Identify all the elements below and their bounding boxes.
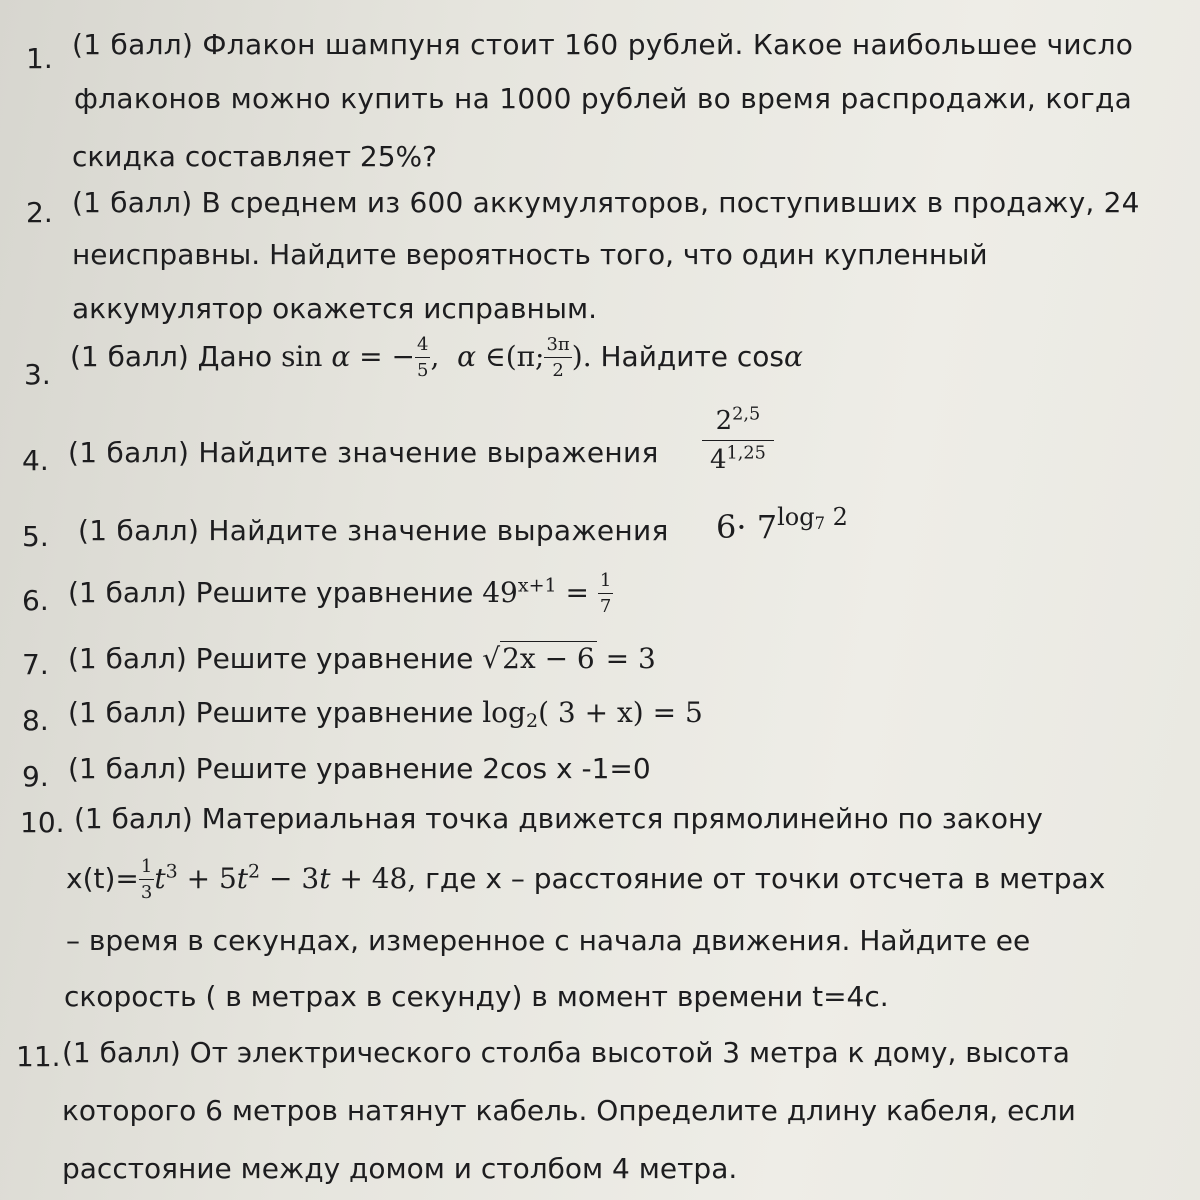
equals-minus: = − [350, 340, 415, 373]
question-text-line: (1 балл) Решите уравнение 2cos x -1=0 [68, 752, 651, 785]
denominator [702, 441, 774, 473]
radicand: 2x − 6 [502, 642, 595, 675]
term: + 5 [177, 862, 237, 895]
sin-function: sin [281, 340, 323, 373]
question-text-line [66, 858, 1105, 902]
question-text-line: неисправны. Найдите вероятность того, что один купленный [72, 238, 988, 271]
question-text-line: скидка составляет 25%? [72, 140, 437, 173]
question-text-line: (1 балл) От электрического столба высотой 3 метра к дому, высота [62, 1036, 1070, 1069]
alpha-symbol: α [331, 340, 351, 373]
exponent: x+1 [517, 574, 557, 597]
question-text-line: (1 балл) В среднем из 600 аккумуляторов, поступивших в продажу, 24 [72, 186, 1140, 219]
question-text-line [68, 572, 613, 616]
interval-open: ∈(π; [476, 340, 545, 373]
question-text-line [68, 642, 656, 675]
question-number: 5. [22, 520, 49, 553]
power-fraction [702, 404, 774, 475]
question-number: 3. [24, 358, 51, 391]
question-text-line: (1 балл) Флакон шампуня стоит 160 рублей. Какое наибольшее число [72, 28, 1134, 61]
question-number: 8. [22, 704, 49, 737]
question-text-line [70, 336, 803, 380]
fraction-four-fifths [415, 336, 430, 380]
denominator: 7 [599, 596, 612, 617]
numerator: 1 [139, 858, 154, 880]
equals: = [556, 576, 598, 609]
log-argument-equation: ( 3 + x) = 5 [538, 696, 703, 729]
log-argument: 2 [824, 502, 848, 531]
question-number: 6. [22, 584, 49, 617]
denominator: 5 [416, 360, 429, 381]
question-number: 2. [26, 196, 53, 229]
expression-fraction [702, 404, 774, 475]
denominator: 2 [552, 360, 564, 381]
function-label: x(t)= [66, 862, 139, 895]
numerator [702, 404, 774, 441]
question-number: 9. [22, 760, 49, 793]
question-text-line: (1 балл) Найдите значение выражения [78, 514, 669, 547]
interval-close: ). [571, 340, 592, 373]
log-function: log [777, 502, 815, 531]
numerator: 3π [544, 336, 571, 358]
question-prefix: (1 балл) Дано [70, 340, 282, 373]
question-text-line: флаконов можно купить на 1000 рублей во время распродажи, когда [74, 82, 1133, 115]
question-suffix: Найдите cos [591, 340, 785, 373]
denominator: 3 [140, 882, 153, 903]
exponent: 2 [248, 860, 261, 883]
question-prefix: (1 балл) Решите уравнение [68, 642, 483, 675]
log-function: log [482, 696, 526, 729]
base: 2 [715, 406, 733, 436]
exponent: 1,25 [726, 443, 766, 464]
variable-t: t [236, 862, 249, 895]
square-root [482, 642, 597, 675]
question-number: 10. [20, 806, 65, 839]
question-text-line: (1 балл) Найдите значение выражения [68, 436, 659, 469]
log-expression [716, 502, 848, 546]
term: + 48, [330, 862, 417, 895]
exponent: 2,5 [732, 404, 761, 425]
fraction-one-seventh [598, 572, 613, 616]
numerator: 4 [415, 336, 430, 358]
variable-t: t [154, 862, 166, 895]
question-number: 7. [22, 648, 49, 681]
question-text-line: – время в секундах, измеренное с начала движения. Найдите ее [66, 924, 1031, 957]
alpha-symbol: α [784, 340, 803, 373]
fraction-three-pi-over-two [544, 336, 571, 380]
question-prefix: (1 балл) Решите уравнение [68, 696, 483, 729]
question-text-line: скорость ( в метрах в секунду) в момент времени t=4с. [64, 980, 889, 1013]
question-text-line: которого 6 метров натянут кабель. Определите длину кабеля, если [62, 1094, 1076, 1127]
question-text-line [68, 696, 703, 732]
question-number: 11. [16, 1040, 61, 1073]
question-text-line: (1 балл) Материальная точка движется прямолинейно по закону [74, 802, 1043, 835]
question-number: 4. [22, 444, 49, 477]
question-text-line: аккумулятор окажется исправным. [72, 292, 597, 325]
fraction-one-third [139, 858, 154, 902]
base: 4 [710, 445, 727, 475]
right-hand-side: = 3 [596, 642, 656, 675]
variable-t: t [319, 862, 331, 895]
comma: , [430, 340, 440, 373]
radical-sign: √ [482, 642, 501, 675]
question-text-line: расстояние между домом и столбом 4 метра. [62, 1152, 738, 1185]
exponent: 3 [165, 860, 178, 883]
equation-description: где x – расстояние от точки отсчета в метрах [416, 862, 1106, 895]
alpha-symbol: α [457, 340, 477, 373]
term: − 3 [260, 862, 320, 895]
log-base: 7 [814, 513, 825, 533]
base: 49 [482, 576, 518, 609]
log-base: 2 [525, 709, 539, 732]
question-number: 1. [26, 42, 53, 75]
coefficient: 6· 7 [716, 508, 778, 546]
question-prefix: (1 балл) Решите уравнение [68, 576, 483, 609]
numerator: 1 [598, 572, 613, 594]
